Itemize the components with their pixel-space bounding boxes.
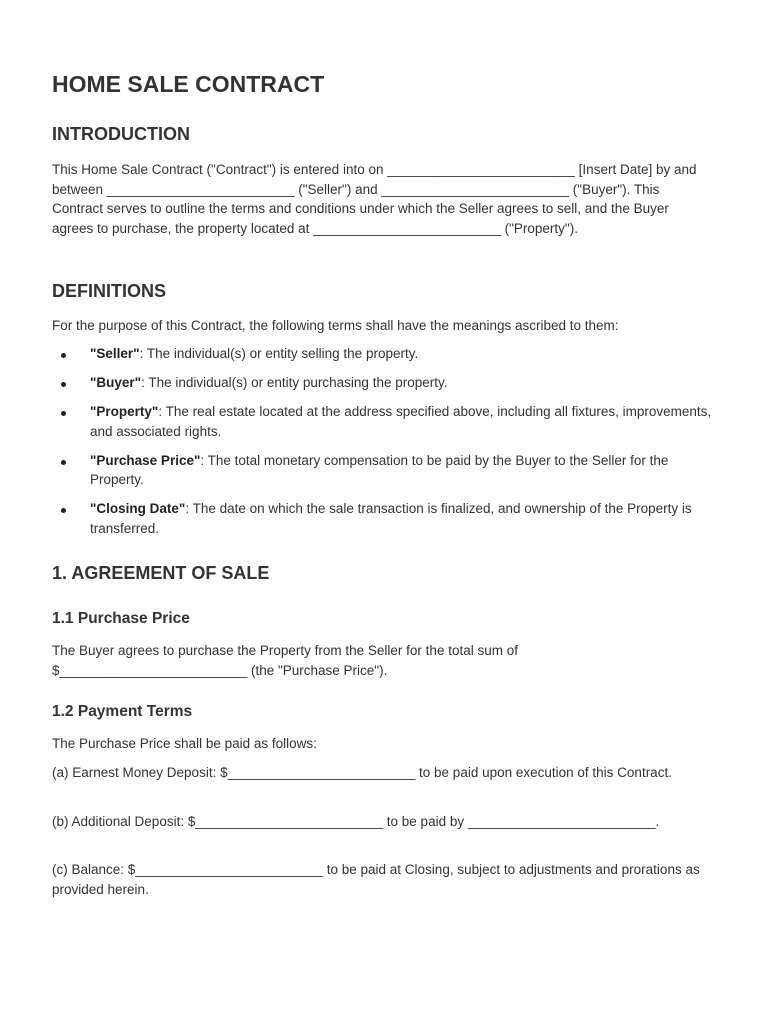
introduction-paragraph: This Home Sale Contract ("Contract") is entered into on _________________________ [Insert Date] by and between _________________________ ("Seller") and _________________________ ("Buyer"). This Contract serves to outline the terms and conditions under which the Seller agrees to sell, and the Buyer agrees to purchase, the property located at _________________________ ("Property"). [52, 162, 697, 236]
definitions-list [52, 344, 712, 548]
definition-term: "Seller" [90, 346, 140, 361]
payment-term-c: (c) Balance: $_________________________ to be paid at Closing, subject to adjustments and prorations as provided herein. [52, 862, 700, 897]
payment-term-b: (b) Additional Deposit: $_________________________ to be paid by _________________________. [52, 814, 660, 829]
introduction-heading: INTRODUCTION [52, 124, 190, 144]
definition-text: : The individual(s) or entity purchasing the property. [141, 375, 448, 390]
payment-term-a: (a) Earnest Money Deposit: $_________________________ to be paid upon execution of this Contract. [52, 765, 672, 780]
definition-item-property [52, 402, 712, 441]
definition-term: "Property" [90, 404, 159, 419]
document-title: HOME SALE CONTRACT [52, 71, 325, 97]
definition-term: "Purchase Price" [90, 452, 201, 468]
bullet-icon [61, 353, 66, 358]
definition-text: : The date on which the sale transaction is finalized, and ownership of the Property is transferred. [90, 501, 692, 536]
definitions-heading: DEFINITIONS [52, 281, 167, 301]
definition-text: : The individual(s) or entity selling the property. [139, 346, 419, 361]
definition-item-purchase-price [52, 451, 712, 490]
definition-item-closing-date [52, 499, 712, 538]
bullet-icon [61, 411, 66, 416]
purchase-price-paragraph: The Buyer agrees to purchase the Property from the Seller for the total sum of $_________________________ (the "Purchase Price"). [52, 643, 518, 678]
purchase-price-heading: 1.1 Purchase Price [52, 610, 190, 627]
payment-terms-lead: The Purchase Price shall be paid as follows: [52, 736, 317, 751]
definition-text: : The total monetary compensation to be paid by the Buyer to the Seller for the Property. [90, 452, 669, 487]
agreement-of-sale-heading: 1. AGREEMENT OF SALE [52, 563, 270, 583]
definition-term: "Closing Date" [90, 501, 186, 516]
definition-term: "Buyer" [90, 375, 142, 390]
bullet-icon [61, 508, 66, 513]
definition-text: : The real estate located at the address specified above, including all fixtures, improvements, and associated rights. [90, 404, 712, 439]
payment-terms-heading: 1.2 Payment Terms [52, 703, 193, 720]
definitions-lead: For the purpose of this Contract, the following terms shall have the meanings ascribed to them: [52, 318, 619, 333]
definition-item-buyer [52, 373, 712, 393]
bullet-icon [61, 460, 66, 465]
bullet-icon [61, 382, 66, 387]
definition-item-seller [52, 344, 712, 364]
